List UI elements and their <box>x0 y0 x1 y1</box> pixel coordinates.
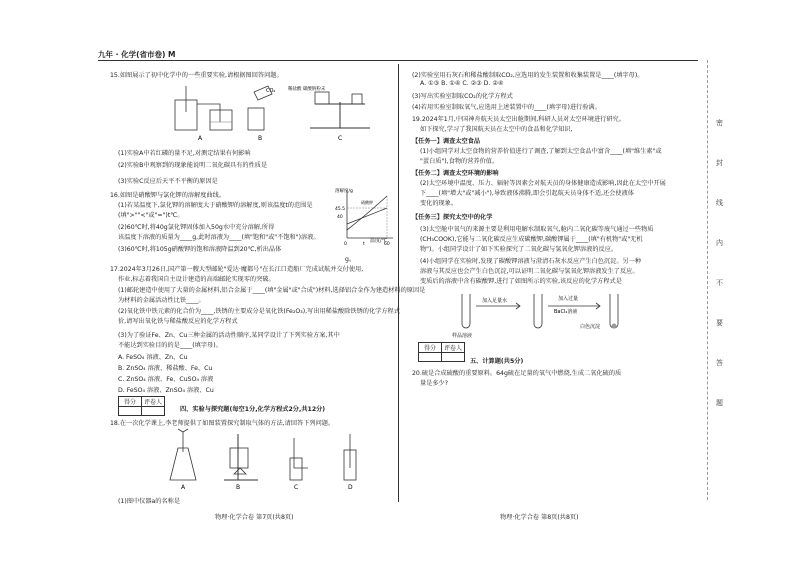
task2-part1: (2)太空环境中温度、压力、辐射等因素会对航天员的身体健康造成影响,因此在太空中开展 <box>420 180 666 187</box>
seal-char: 线 <box>716 199 723 207</box>
q19-stem-b: 如下探究,学习了我国航天员在太空中的食品和化学知识, <box>420 126 573 133</box>
seal-char: 要 <box>716 319 723 327</box>
task3-part1: (3)太空舱中氧气的来源主要是利用电解水制取氧气,舱内二氧化碳等废气通过一些物质 <box>420 226 654 233</box>
graph-kno3-label: 硝酸钾 <box>361 200 373 205</box>
q17-part1b: 为材料的金属活动性比铁____。 <box>118 297 205 304</box>
q17-option-b: B. ZnSO₄ 溶液、稀盐酸、Fe、Cu <box>118 365 213 372</box>
task3-part2b: 溶液与其反应也会产生白色沉淀,可以证明二氧化碳与氢氧化钾溶液发生了反应。 <box>420 268 639 275</box>
task1-heading: 【任务一】调查太空食品 <box>412 138 481 145</box>
q16-part1b: (填">""<"或"=")t℃。 <box>118 212 184 219</box>
seal-char: 密 <box>716 119 723 127</box>
graph-xt: t <box>363 242 365 247</box>
q15-apparatus-figure <box>170 82 380 144</box>
q18-fig-d: D <box>348 484 353 490</box>
task3-part2c: 变质后的溶液中含有碳酸钾,进行了如图所示的实验,该反应的化学方程式是 <box>420 278 622 285</box>
q17-stem: 17.2024年3月26日,国产第一艘大型邮轮"爱达·魔都号"在长江口造船厂完成试航并交付使用, <box>110 266 364 273</box>
q18-part3: (3)写出实验室制取CO₂的化学方程式 <box>412 93 513 100</box>
q18-part1: (1)图中仪器a的名称是 <box>118 498 181 505</box>
grader-label: 评卷人 <box>442 343 465 353</box>
q16-stem: 16.如图是硝酸钾与氯化钾的溶解度曲线。 <box>110 192 226 199</box>
q18-fig-b: B <box>236 484 241 490</box>
section-4-title: 四、实验与探究题(每空1分,化学方程式2分,共12分) <box>180 406 326 413</box>
q18-apparatus-figure <box>168 428 378 490</box>
q16-part3b: g。 <box>345 256 356 263</box>
seal-line <box>707 60 708 500</box>
q18-stem: 18.在一次化学课上,李老师提供了如图装置探究制取气体的方法,请回答下列问题。 <box>110 420 335 427</box>
task1-part1b: "蛋白质"),食物的营养价值。 <box>420 158 499 165</box>
q17-part1: (1)邮轮建造中使用了大量的金属材料,铝合金属于____(填"金属"或"合成")材料,选择铝合金作为建造材料的原因是 <box>118 287 426 294</box>
task2-heading: 【任务二】调查太空环境的影响 <box>412 170 499 177</box>
score-label: 得分 <box>119 397 142 407</box>
q18-fig-c: C <box>294 484 299 490</box>
fig-a-label: A <box>198 135 203 142</box>
q15-stem: 15.如图展示了初中化学中的一些重要实验,请根据图回答问题。 <box>110 72 283 79</box>
seal-char: 题 <box>716 399 723 407</box>
exp-sample: 样品溶液 <box>452 333 473 338</box>
page-header: 九年 · 化学(省市卷) M <box>98 50 176 59</box>
seal-char: 答 <box>716 359 723 367</box>
fig-b-label: B <box>258 135 263 142</box>
fig-c-label: C <box>338 135 343 142</box>
q18-fig-a: A <box>181 484 186 490</box>
graph-x0: 0 <box>344 242 347 247</box>
grader-cell[interactable] <box>442 353 465 362</box>
white-precipitate <box>612 324 617 329</box>
score-cell[interactable] <box>419 353 442 362</box>
seal-char: 封 <box>716 159 723 167</box>
q15-part1: (1)实验A中若红磷的量不足,对测定结果有何影响 <box>118 150 251 157</box>
q16-part2b: 该温度下溶液的质量为____g,此时溶液为____(填"饱和"或"不饱和")溶液。 <box>118 234 320 241</box>
q17-stem-b: 作业,标志着我国自主设计建造的高端邮轮实现零的突破。 <box>118 276 275 283</box>
score-box-left <box>118 396 165 416</box>
q20-stem-b: 量是多少? <box>420 380 449 387</box>
seal-char: 不 <box>716 279 723 287</box>
exp-step2: 加入过量 <box>558 296 579 302</box>
graph-y2: 40 <box>337 215 343 220</box>
q16-part1: (1)若某温度下,氯化钾的溶解度大于硝酸钾的溶解度,则该温度t的范围是 <box>118 202 313 209</box>
exp-result: 白色沉淀 <box>580 324 601 330</box>
q17-option-c: C. ZnSO₄ 溶液、Fe、CuSO₄ 溶液 <box>118 376 214 383</box>
task1-part1: (1)小组同学对太空食物的营养价值进行了调查,了解到太空食品中富含____(填"维生素"或 <box>420 148 662 155</box>
q17-part2: (2)氧化铁中铁元素的化合价为____,铁锈的主要成分是氧化铁(Fe₂O₃),写出用稀盐酸除铁锈的化学方程式 <box>118 308 400 315</box>
test-tube-1 <box>462 294 470 328</box>
exp-reagent: BaCl₂溶液 <box>554 309 578 315</box>
q20-stem: 20.硫是合成硫酸的重要原料。64g硫在足量的氧气中燃烧,生成二氧化硫的质 <box>412 370 622 377</box>
score-cell[interactable] <box>119 407 142 416</box>
seal-char: 内 <box>716 239 723 247</box>
co2-label: CO₂ <box>266 88 276 94</box>
task3-part2: (4)小组同学在实验时,发现了碳酸钾溶液与澄清石灰水反应产生白色沉淀。另一种 <box>420 258 642 265</box>
graph-ylabel: 溶解度/g <box>335 189 353 194</box>
fig-c-caption: 稀盐酸 碳酸钠粉末 <box>288 87 326 92</box>
grader-label: 评卷人 <box>142 397 165 407</box>
exp-step1: 加入足量水 <box>482 298 508 304</box>
header-rule <box>98 60 698 61</box>
q19-stem: 19.2024年1月,中国神舟航天员太空出舱期间,科研人员对太空环境进行研究。 <box>412 116 625 123</box>
q17-option-d: D. FeSO₄ 溶液、ZnSO₄ 溶液、Cu <box>118 387 214 394</box>
q15-part2: (2)实验B中观察到的现象能说明二氧化碳具有的性质是 <box>118 162 268 169</box>
q16-part2: (2)60℃时,将40g氯化钾固体加入50g水中充分溶解,所得 <box>118 224 275 231</box>
experiment-flow-figure <box>450 288 650 338</box>
graph-y1: 45.5 <box>335 207 346 212</box>
kcl-curve <box>347 208 387 224</box>
score-box-right <box>418 342 465 362</box>
q17-part3b: 不能达到实验目的的是____(填字母)。 <box>118 342 222 349</box>
q18-options: A. ①③ B. ①④ C. ②③ D. ②④ <box>420 80 504 87</box>
graph-x60: 60 <box>384 242 390 247</box>
column-divider <box>398 64 399 502</box>
test-tube-2 <box>534 294 542 328</box>
q18-part2: (2)实验室用石灰石和稀盐酸制取CO₂,应选用的发生装置和收集装置是____(填字母)。 <box>412 72 644 79</box>
q18-part4: (4)若用实验室制取氧气,应选用上述装置中的____(填字母)进行验满。 <box>412 104 601 111</box>
right-footer: 物理·化学合卷 第8页(共8页) <box>500 514 579 521</box>
task3-heading: 【任务三】探究太空中的化学 <box>412 214 493 221</box>
q17-part2b: 价,请写出氧化铁与稀盐酸反应的化学方程式 <box>118 318 238 325</box>
q15-part3: (3)实验C反应后天平不平衡的原因是 <box>118 178 218 185</box>
grader-cell[interactable] <box>142 407 165 416</box>
q17-option-a: A. FeSO₄ 溶液、Zn、Cu <box>118 354 188 361</box>
left-footer: 物理·化学合卷 第7页(共8页) <box>215 514 294 521</box>
task3-part1c: 物")。小组同学设计了如下实验探究了二氧化碳与氢氧化钾溶液的反应。 <box>420 246 618 253</box>
task3-part1b: (CH₃COOK),它能与二氧化碳反应生成碳酸钾,碳酸钾属于____(填"有机物"或"无机 <box>420 236 643 243</box>
q17-part3: (3)为了验证Fe、Zn、Cu三种金属的活动性顺序,某同学设计了下列实验方案,其中 <box>118 332 340 339</box>
q16-part3: (3)60℃时,将105g硝酸钾的饱和溶液降温到20℃,析出晶体 <box>118 246 282 253</box>
test-tube-3 <box>610 294 618 328</box>
section-5-title: 五、计算题(共5分) <box>470 358 524 365</box>
task2-part1c: 变化的现象。 <box>420 200 458 207</box>
graph-xlabel: 温度/℃ <box>370 238 388 244</box>
score-label: 得分 <box>419 343 442 353</box>
task2-part1b: 下____(填"增大"或"减小"),导致液体沸腾,即会引起航天员身体不适,还会使液体 <box>420 190 634 197</box>
